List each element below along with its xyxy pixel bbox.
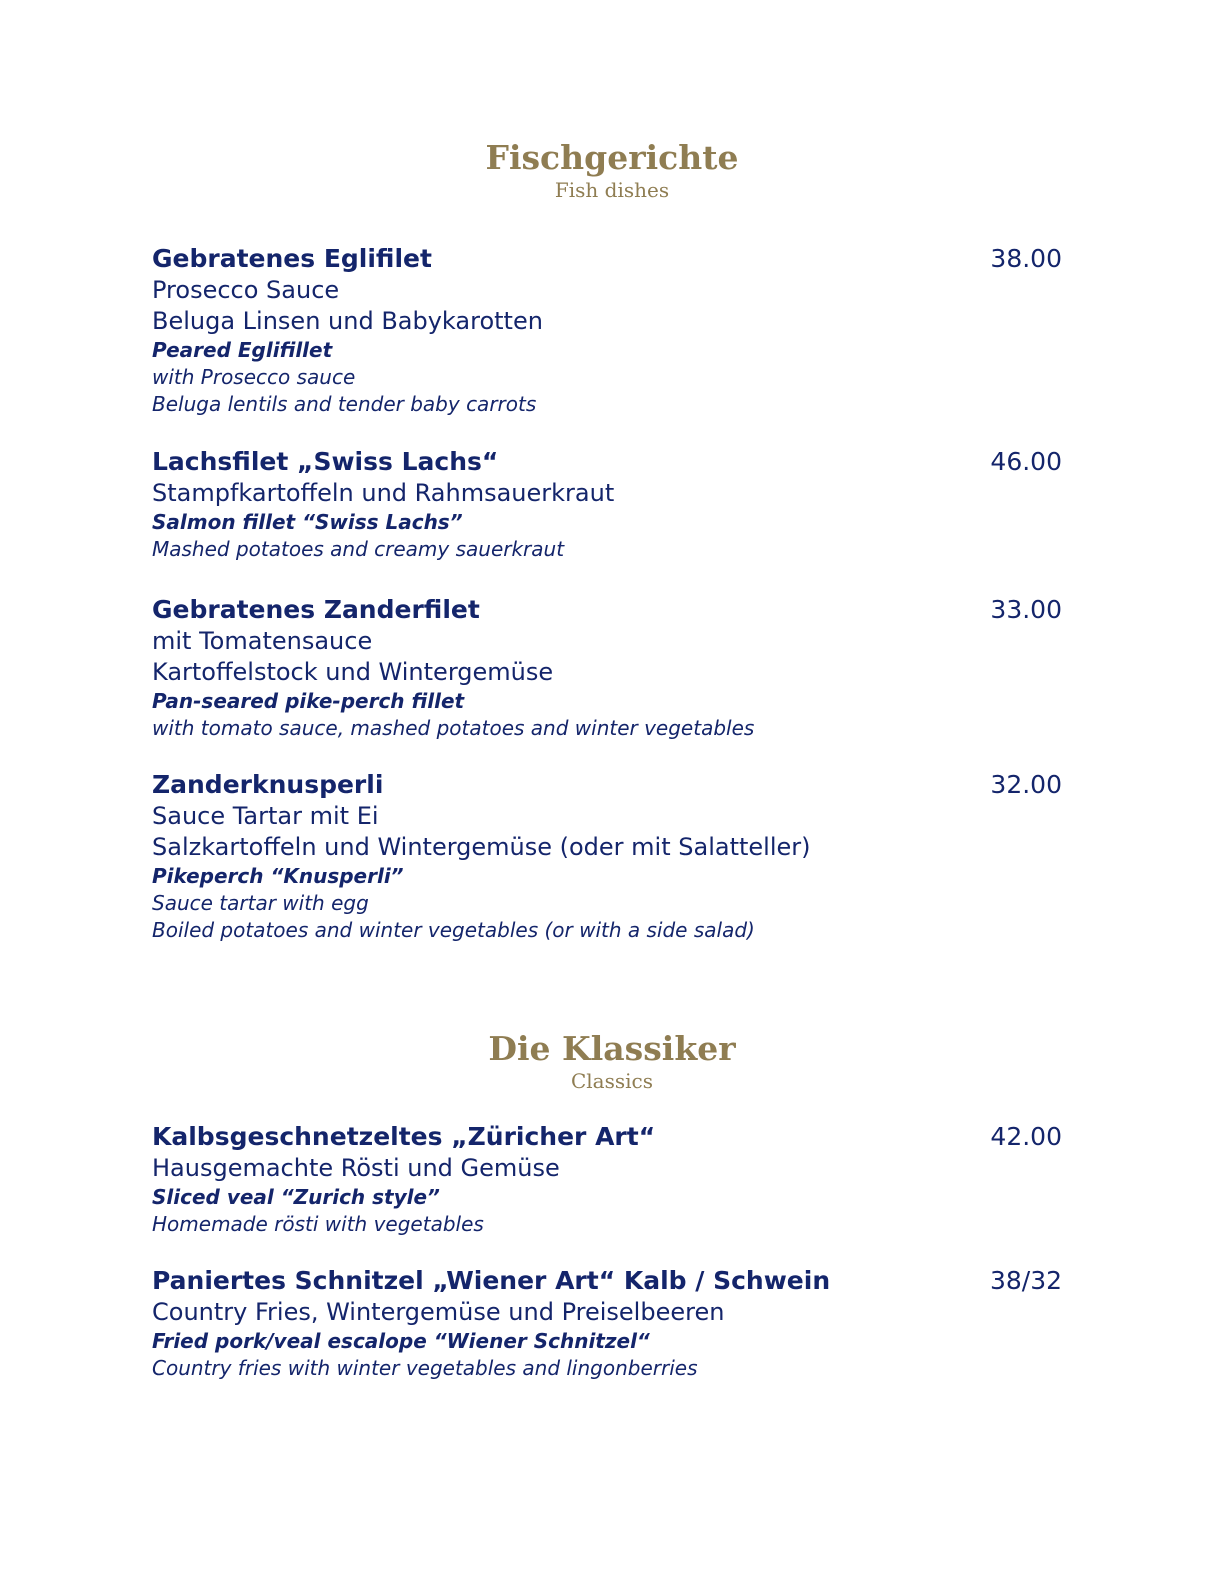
dish-price: 42.00 [990, 1122, 1062, 1151]
dish-description-en: Sauce tartar with egg [152, 891, 369, 915]
dish-price: 33.00 [990, 595, 1062, 624]
menu-item [152, 594, 1062, 742]
section-header-fish [0, 139, 1224, 203]
dish-description-en: Country fries with winter vegetables and lingonberries [152, 1356, 698, 1380]
dish-description-de: Kartoffelstock und Wintergemüse [152, 658, 554, 686]
dish-description-en: Beluga lentils and tender baby carrots [152, 392, 537, 416]
section-title: Fischgerichte [485, 138, 739, 177]
dish-description-de: Beluga Linsen und Babykarotten [152, 307, 543, 335]
dish-description-en: Mashed potatoes and creamy sauerkraut [152, 537, 565, 561]
dish-name-en: Salmon fillet “Swiss Lachs” [152, 510, 463, 534]
dish-name: Zanderknusperli [152, 770, 384, 799]
dish-name-en: Sliced veal “Zurich style” [152, 1185, 440, 1209]
dish-price: 32.00 [990, 770, 1062, 799]
dish-price: 38.00 [990, 244, 1062, 273]
dish-name: Lachsfilet „Swiss Lachs“ [152, 447, 499, 476]
menu-item [152, 1265, 1062, 1382]
dish-description-de: Prosecco Sauce [152, 276, 340, 304]
menu-item [152, 446, 1062, 563]
dish-name-en: Fried pork/veal escalope “Wiener Schnitzel“ [152, 1329, 650, 1353]
dish-name: Gebratenes Zanderfilet [152, 595, 480, 624]
dish-description-en: Boiled potatoes and winter vegetables (or with a side salad) [152, 918, 755, 942]
menu-item [152, 1121, 1062, 1238]
dish-price: 38/32 [989, 1266, 1062, 1295]
dish-description-de: Sauce Tartar mit Ei [152, 802, 379, 830]
section-subtitle: Classics [570, 1069, 653, 1093]
dish-price: 46.00 [990, 447, 1062, 476]
section-title: Die Klassiker [488, 1029, 736, 1068]
menu-item [152, 243, 1062, 418]
menu-item [152, 769, 1062, 944]
section-header-classics [0, 1030, 1224, 1094]
dish-description-de: Salzkartoffeln und Wintergemüse (oder mit Salatteller) [152, 833, 811, 861]
dish-name: Kalbsgeschnetzeltes „Züricher Art“ [152, 1122, 656, 1151]
dish-description-en: Homemade rösti with vegetables [152, 1212, 484, 1236]
dish-description-en: with Prosecco sauce [152, 365, 356, 389]
dish-name-en: Pan-seared pike-perch fillet [152, 689, 465, 713]
dish-name-en: Peared Eglifillet [152, 338, 333, 362]
section-subtitle: Fish dishes [554, 178, 670, 202]
dish-name-en: Pikeperch “Knusperli” [152, 864, 404, 888]
dish-description-en: with tomato sauce, mashed potatoes and winter vegetables [152, 716, 755, 740]
dish-name: Gebratenes Eglifilet [152, 244, 432, 273]
dish-description-de: mit Tomatensauce [152, 627, 373, 655]
dish-name: Paniertes Schnitzel „Wiener Art“ Kalb / Schwein [152, 1266, 831, 1295]
dish-description-de: Stampfkartoffeln und Rahmsauerkraut [152, 479, 615, 507]
dish-description-de: Country Fries, Wintergemüse und Preiselbeeren [152, 1298, 725, 1326]
dish-description-de: Hausgemachte Rösti und Gemüse [152, 1154, 560, 1182]
